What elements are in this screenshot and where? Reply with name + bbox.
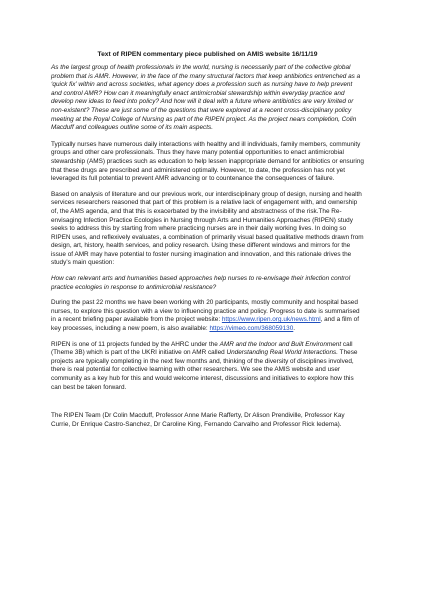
paragraph-ripen-study: Based on analysis of literature and our previous work, our interdisciplinary group of design, nursing and health services researchers reasoned that part of this problem is a relative lack of engagement with, and ownership of, the AMS agenda, and that this is exacerbated by the invisibility and abstractness of the risk.The Re-envisaging Infection Practice Ecologies in Nursing through Arts and Humanities Approaches (RIPEN) study seeks to address this by starting from where practicing nurses are in their daily working lives. In doing so RIPEN uses, and reflexively evaluates, a combination of primarily visual based qualitative methods drawn from design, art, history, health services, and policy research. Using these different windows and mirrors for the issue of AMR may have potential to foster nursing imagination and innovation, and this rationale drives the study’s main question: [51,190,364,267]
progress-text-c: . [293,325,296,333]
funding-call-name: AMR and the Indoor and Built Environment [219,340,342,348]
document-title: Text of RIPEN commentary piece published on AMIS website 16/11/19 [97,51,318,58]
research-question: How can relevant arts and humanities based approaches help nurses to re-envisage their infection control practice ecologies in response to antimicrobial resistance? [51,275,351,291]
initiative-name: Understanding Real World Interactions. [226,349,339,357]
paragraph-progress [51,299,364,333]
progress-text-a: During the past 22 months we have been working with 20 participants, mostly community and hospital based nurses, to explore this question with a view to influencing practice and policy. Progress to date is summarised in a recent briefing paper available from the project website: [51,299,360,324]
paragraph-nurses-interactions: Typically nurses have numerous daily interactions with healthy and ill individuals, family members, community groups and other care professionals. Thus they have many potential opportunities to enact antimicrobial stewardship (AMS) practices such as education to help lessen inappropriate demand for antibiotics or ensuring that these drugs are prescribed and administered optimally. However, to date, the profession has not yet leveraged its full potential to prevent AMR advancing or to countenance the consequences of failure. [51,140,364,183]
vimeo-link[interactable]: https://vimeo.com/368059130 [209,325,294,333]
intro-paragraph: As the largest group of health professionals in the world, nursing is necessarily part of the collective global problem that is AMR. However, in the face of the many structural factors that keep antibiotics entrenched as a ‘quick fix’ within and across societies, what agency does a profession such as nursing have to help prevent and control AMR? How can it meaningfully enact antimicrobial stewardship within everyday practice and develop new ideas to feed into policy? And how will it deal with a future where antibiotics are very limited or non-existent? These are just some of the questions that were explored at a recent cross-disciplinary policy meeting at the Royal College of Nursing as part of the RIPEN project. As the project nears completion, Colin Macduff and colleagues outline some of its main aspects. [51,64,361,132]
funding-text-b: call (Theme 3B) which is part of the UKRI initiative on AMR called [51,340,353,357]
funding-text-a: RIPEN is one of 11 projects funded by the AHRC under the [51,340,220,348]
funding-text-c: These projects are typically completing in the next few months and, thinking of the diversity of disciplines involved, there is real potential for collective learning with other researchers. We see the AMIS website and user community as a key hub for this and would welcome interest, discussions and initiatives to explore how this can best be taken forward. [51,349,358,391]
paragraph-ahrc-funding [51,341,364,393]
team-credits: The RIPEN Team (Dr Colin Macduff, Professor Anne Marie Rafferty, Dr Alison Prendiville, Professor Kay Currie, Dr Enrique Castro-Sanchez, Dr Caroline King, Fernando Carvalho and Professor Rick Iedema). [51,412,345,428]
ripen-news-link[interactable]: https://www.ripen.org.uk/news.html [221,316,321,324]
progress-text-b: , and a film of key processes, including a new poem, is also available: [51,316,359,333]
